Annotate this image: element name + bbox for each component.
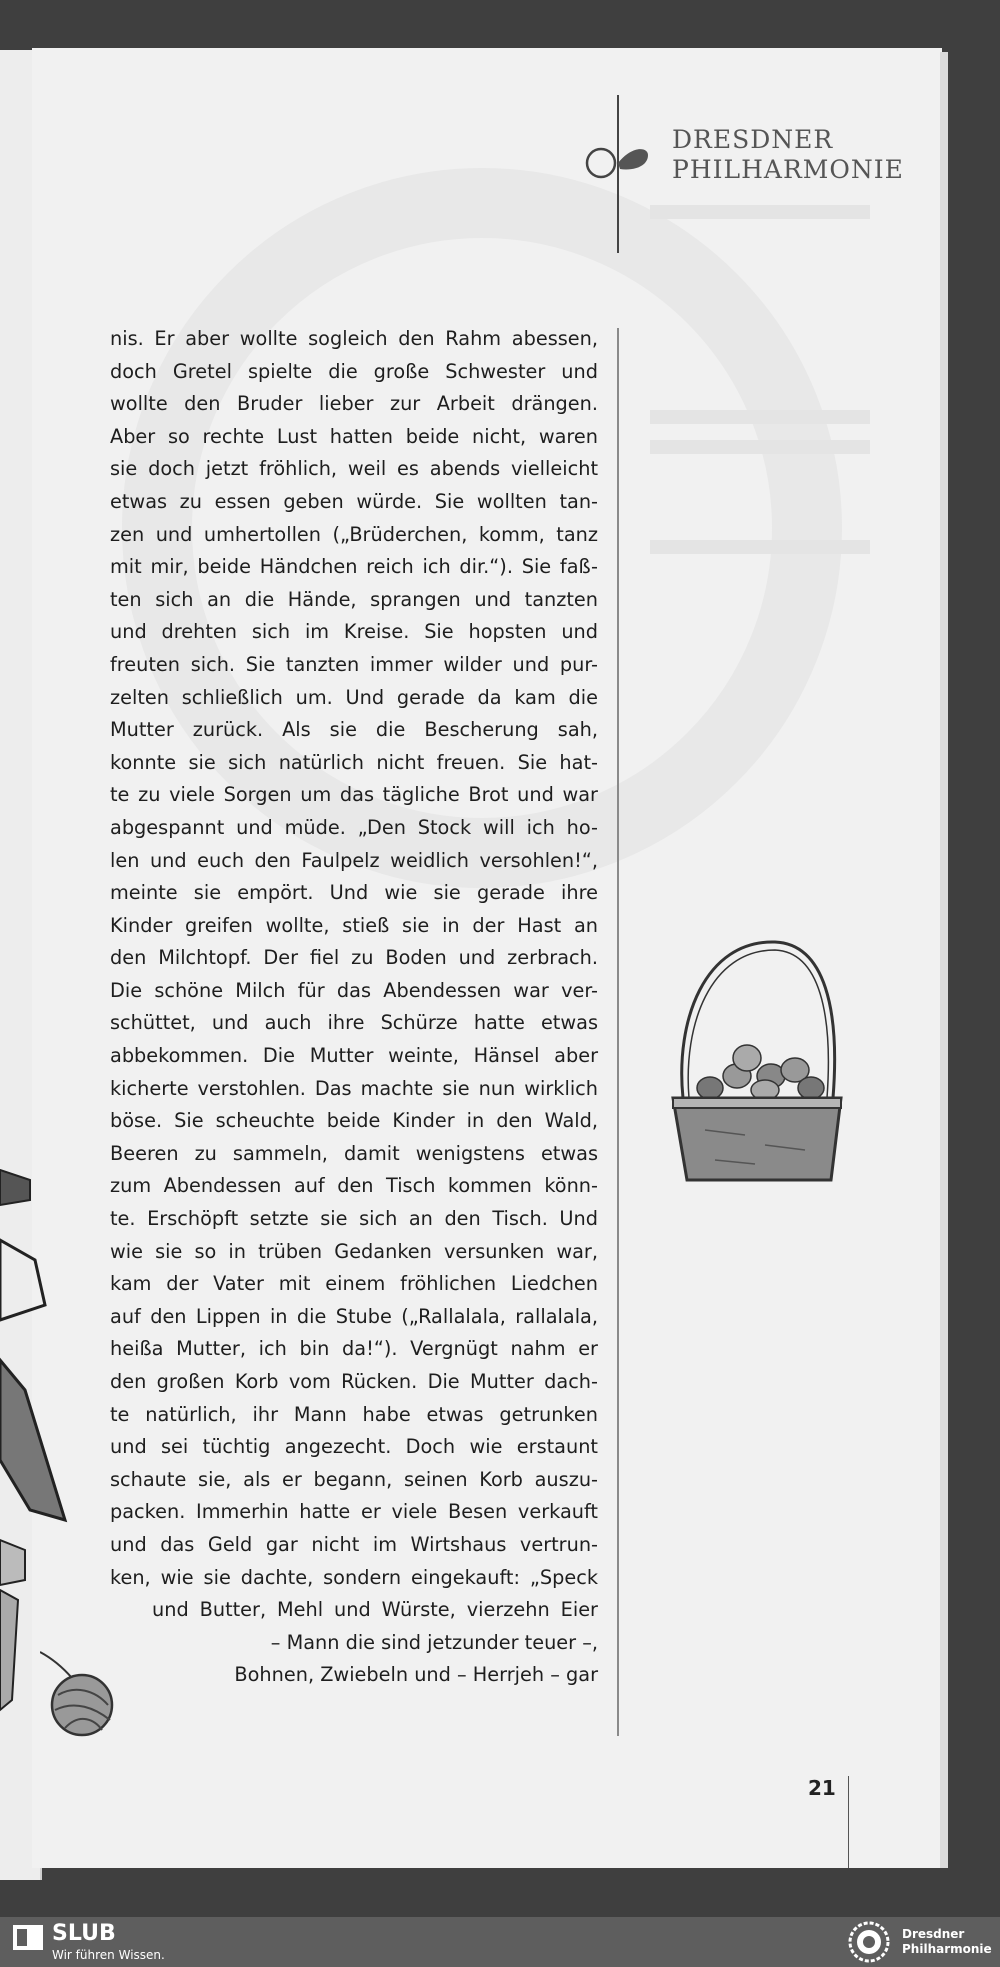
text-line: schaute sie, als er begann, seinen Korb auszu-: [110, 1467, 598, 1491]
story-text: [110, 323, 598, 1692]
text-line: meinte sie empört. Und wie sie gerade ihre: [110, 881, 598, 905]
text-line: abbekommen. Die Mutter weinte, Hänsel aber: [110, 1044, 598, 1068]
text-line: wollte den Bruder lieber zur Arbeit drängen.: [110, 392, 598, 416]
text-line: und drehten sich im Kreise. Sie hopsten und: [110, 620, 598, 644]
text-line: zelten schließlich um. Und gerade da kam die: [110, 685, 598, 709]
text-line: schüttet, und auch ihre Schürze hatte etwas: [110, 1011, 598, 1035]
text-line: Aber so rechte Lust hatten beide nicht, waren: [110, 424, 598, 448]
text-line: nis. Er aber wollte sogleich den Rahm abessen,: [110, 327, 598, 350]
bleed-through-mark: [650, 440, 870, 454]
text-line: und das Geld gar nicht im Wirtshaus vertrun-: [110, 1532, 598, 1556]
page-number: 21: [808, 1776, 836, 1800]
text-line: – Mann die sind jetzunder teuer –,: [270, 1630, 598, 1654]
basket-illustration: [665, 930, 865, 1190]
slub-name: SLUB: [52, 1921, 116, 1946]
right-page-edge: [940, 52, 948, 1868]
text-line: zum Abendessen auf den Tisch kommen könn-: [110, 1174, 598, 1198]
dp-monogram-icon: [580, 95, 670, 255]
text-line: Beeren zu sammeln, damit wenigstens etwas: [110, 1141, 598, 1165]
partner-name-line-1: Dresdner: [902, 1927, 965, 1941]
text-line: zen und umhertollen („Brüderchen, komm, tanz: [110, 522, 598, 546]
text-line: Bohnen, Zwiebeln und – Herrjeh – gar: [234, 1663, 598, 1687]
viewer-footer: [0, 1917, 1000, 1967]
text-line: böse. Sie scheuchte beide Kinder in den Wald,: [110, 1109, 598, 1133]
text-line: den Milchtopf. Der fiel zu Boden und zerbrach.: [110, 946, 598, 970]
text-line: mit mir, beide Händchen reich ich dir.“). Sie faß-: [110, 555, 598, 579]
logo-text-line-1: DRESDNER: [672, 125, 834, 154]
partner-name-line-2: Philharmonie: [902, 1942, 992, 1956]
text-line: und Butter, Mehl und Würste, vierzehn Eier: [152, 1598, 598, 1622]
page-number-rule: [848, 1776, 849, 1868]
logo-text-line-2: PHILHARMONIE: [672, 155, 904, 184]
text-line: auf den Lippen in die Stube („Rallalala, rallalala,: [110, 1304, 598, 1328]
text-line: kicherte verstohlen. Das machte sie nun wirklich: [110, 1076, 598, 1100]
text-line: ken, wie sie dachte, sondern eingekauft: „Speck: [110, 1565, 598, 1589]
text-line: wie sie so in trüben Gedanken versunken war,: [110, 1239, 598, 1263]
column-divider: [617, 328, 619, 1736]
text-line: doch Gretel spielte die große Schwester und: [110, 359, 598, 383]
text-line: den großen Korb vom Rücken. Die Mutter dach-: [110, 1370, 598, 1393]
slub-tagline: Wir führen Wissen.: [52, 1948, 165, 1962]
text-line: Kinder greifen wollte, stieß sie in der Hast an: [110, 913, 598, 937]
bleed-through-mark: [650, 410, 870, 424]
dresdner-philharmonie-badge-icon: [842, 1921, 896, 1963]
text-line: te natürlich, ihr Mann habe etwas getrunken: [110, 1402, 598, 1426]
text-line: te. Erschöpft setzte sie sich an den Tisch. Und: [110, 1207, 598, 1231]
slub-logo-icon: [13, 1925, 43, 1950]
text-line: heißa Mutter, ich bin da!“). Vergnügt nahm er: [110, 1337, 598, 1361]
text-line: ten sich an die Hände, sprangen und tanzten: [110, 587, 598, 611]
text-line: te zu viele Sorgen um das tägliche Brot und war: [110, 783, 598, 807]
dresdner-philharmonie-logo: [580, 95, 904, 255]
yarn-ball-illustration: [40, 1650, 130, 1740]
text-line: abgespannt und müde. „Den Stock will ich ho-: [110, 815, 598, 839]
text-line: Mutter zurück. Als sie die Bescherung sah,: [110, 718, 598, 742]
text-line: kam der Vater mit einem fröhlichen Liedchen: [110, 1272, 598, 1296]
text-line: und sei tüchtig angezecht. Doch wie erstaunt: [110, 1435, 598, 1459]
text-line: konnte sie sich natürlich nicht freuen. Sie hat-: [110, 750, 598, 774]
text-line: sie doch jetzt fröhlich, weil es abends vielleicht: [110, 457, 598, 481]
text-line: freuten sich. Sie tanzten immer wilder und pur-: [110, 652, 598, 676]
text-line: etwas zu essen geben würde. Sie wollten tan-: [110, 489, 598, 513]
text-line: Die schöne Milch für das Abendessen war ver-: [110, 978, 598, 1002]
text-line: len und euch den Faulpelz weidlich versohlen!“,: [110, 848, 598, 872]
text-line: packen. Immerhin hatte er viele Besen verkauft: [110, 1500, 598, 1524]
left-edge-illustration: [0, 1160, 80, 1720]
bleed-through-mark: [650, 540, 870, 554]
